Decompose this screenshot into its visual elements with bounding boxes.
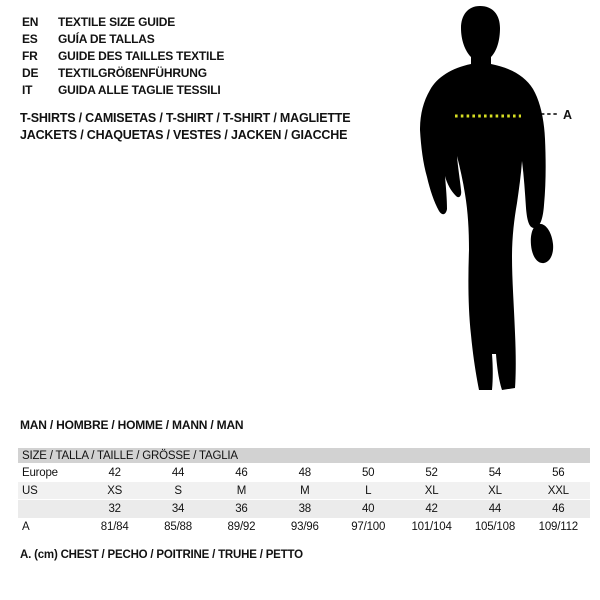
garment-categories: [20, 110, 350, 144]
size-cell: 40: [361, 503, 375, 515]
language-label: GUIDA ALLE TAGLIE TESSILI: [58, 82, 221, 97]
size-cell: 54: [488, 467, 502, 479]
size-cell: 50: [361, 467, 375, 479]
size-cell: S: [174, 484, 182, 497]
language-row-it: [22, 81, 224, 98]
size-cell: 56: [552, 467, 565, 479]
size-cell: 89/92: [227, 521, 256, 533]
language-list: [22, 13, 224, 98]
man-silhouette: [420, 6, 546, 390]
table-row-unlabeled: [18, 500, 590, 518]
language-label: GUIDE DES TAILLES TEXTILE: [58, 48, 225, 63]
chest-footnote: A. (cm) CHEST / PECHO / POITRINE / TRUHE / PETTO: [20, 549, 303, 561]
language-code: FR: [22, 48, 38, 63]
language-code: DE: [22, 65, 39, 80]
size-table: [18, 448, 590, 536]
size-cell: XS: [107, 484, 123, 497]
man-right-hand: [531, 224, 553, 263]
table-row-us: [18, 482, 590, 500]
language-code: IT: [22, 82, 33, 97]
size-cell: 44: [488, 503, 502, 515]
size-cell: 48: [298, 467, 312, 479]
language-code: ES: [22, 31, 38, 46]
size-cell: 46: [552, 503, 565, 515]
size-cell: 81/84: [100, 521, 129, 533]
row-label: US: [22, 484, 38, 497]
size-cell: 38: [298, 503, 312, 515]
size-table-header: SIZE / TALLA / TAILLE / GRÖSSE / TAGLIA: [18, 448, 590, 463]
language-label: TEXTILE SIZE GUIDE: [58, 14, 176, 29]
size-cell: XXL: [547, 484, 569, 497]
size-cell: 46: [235, 467, 248, 479]
size-cell: M: [300, 484, 310, 497]
table-row-a-chest: [18, 518, 590, 536]
language-code: EN: [22, 14, 39, 29]
size-cell: M: [236, 484, 247, 497]
language-row-en: [22, 13, 224, 30]
size-cell: 42: [108, 467, 121, 479]
language-row-fr: [22, 47, 224, 64]
size-cell: 93/96: [290, 521, 319, 533]
size-cell: 52: [425, 467, 438, 479]
size-cell: 109/112: [538, 521, 578, 533]
language-row-es: [22, 30, 224, 47]
language-label: GUÍA DE TALLAS: [58, 31, 155, 46]
size-cell: 34: [171, 503, 185, 515]
size-cell: 42: [425, 503, 438, 515]
size-cell: L: [365, 484, 372, 497]
size-cell: 85/88: [164, 521, 192, 533]
size-cell: 32: [108, 503, 121, 515]
size-cell: 36: [235, 503, 248, 515]
size-cell: XL: [488, 484, 502, 497]
section-title-man: MAN / HOMBRE / HOMME / MANN / MAN: [20, 418, 244, 432]
category-line-jackets: JACKETS / CHAQUETAS / VESTES / JACKEN / GIACCHE: [20, 128, 348, 142]
size-cell: XL: [424, 484, 439, 497]
measure-label-a: A: [563, 108, 572, 122]
man-silhouette-figure: [415, 0, 585, 400]
row-label: Europe: [22, 467, 58, 479]
language-row-de: [22, 64, 224, 81]
size-cell: 44: [171, 467, 185, 479]
row-label: A: [22, 521, 30, 533]
language-label: TEXTILGRÖßENFÜHRUNG: [58, 65, 207, 80]
category-line-tshirts: T-SHIRTS / CAMISETAS / T-SHIRT / T-SHIRT / MAGLIETTE: [20, 111, 351, 125]
size-cell: 101/104: [411, 521, 452, 533]
table-row-europe: [18, 464, 590, 482]
size-cell: 97/100: [351, 521, 386, 533]
size-cell: 105/108: [474, 521, 516, 533]
